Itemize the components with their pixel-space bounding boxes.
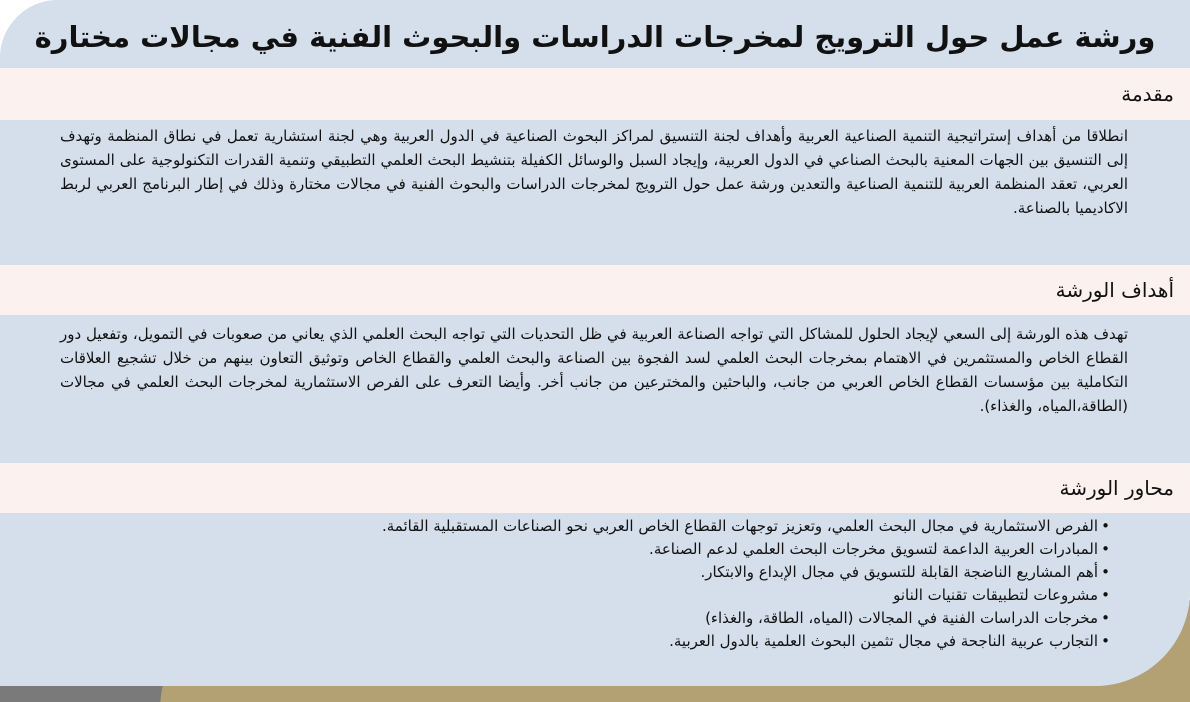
section-body-goals <box>0 315 1190 463</box>
section-heading-intro: مقدمة <box>1121 82 1174 106</box>
title-bar <box>0 0 1190 68</box>
section-heading-axes: محاور الورشة <box>1059 476 1174 500</box>
list-item: • الفرص الاستثمارية في مجال البحث العلمي، وتعزيز توجهات القطاع الخاص العربي نحو الصناعات المستقبلية القائمة. <box>0 515 1110 538</box>
section-header-axes <box>0 463 1190 513</box>
page-title: ورشة عمل حول الترويج لمخرجات الدراسات والبحوث الفنية في مجالات مختارة <box>34 20 1156 54</box>
section-header-intro <box>0 68 1190 120</box>
list-item: • التجارب عربية الناجحة في مجال تثمين البحوث العلمية بالدول العربية. <box>0 630 1110 653</box>
list-item: • أهم المشاريع الناضجة القابلة للتسويق في مجال الإبداع والابتكار. <box>0 561 1110 584</box>
goals-paragraph: تهدف هذه الورشة إلى السعي لإيجاد الحلول للمشاكل التي تواجه الصناعة العربية في ظل التحديات التي تواجه البحث العلمي الذي يعاني من صعوبات في التمويل، وتفعيل دور القطاع الخاص والمستثمرين في الاهتمام بمخرجات البحث العلمي لسد الفجوة بين الصناعة والبحث العلمي والقطاع الخاص وتوثيق التعاون بينهم من خلال تشجيع العلاقات التكاملية بين مؤسسات القطاع الخاص العربي من جانب، والباحثين والمخترعين من جانب أخر. وأيضا التعرف على الفرص الاستثمارية لمخرجات البحث العلمي في مجالات (الطاقة،المياه، والغذاء). <box>60 325 1128 415</box>
section-heading-goals: أهداف الورشة <box>1055 278 1174 302</box>
section-body-axes <box>0 513 1190 686</box>
section-header-goals <box>0 265 1190 315</box>
list-item: • مشروعات لتطبيقات تقنيات النانو <box>0 584 1110 607</box>
list-item: • المبادرات العربية الداعمة لتسويق مخرجات البحث العلمي لدعم الصناعة. <box>0 538 1110 561</box>
section-body-intro <box>0 120 1190 265</box>
axes-list <box>0 515 1190 653</box>
intro-paragraph: انطلاقا من أهداف إستراتيجية التنمية الصناعية العربية وأهداف لجنة التنسيق لمراكز البحوث الصناعية في الدول العربية وهي لجنة استشارية تعمل في نطاق المنظمة وتهدف إلى التنسيق بين الجهات المعنية بالبحث الصناعي في الدول العربية، وإيجاد السبل والوسائل الكفيلة بتنشيط البحث العلمي التطبيقي وتنمية القدرات التكنولوجية على المستوى العربي، تعقد المنظمة العربية للتنمية الصناعية والتعدين ورشة عمل حول الترويج لمخرجات الدراسات والبحوث الفنية في مجالات مختارة وذلك في إطار البرنامج العربي لربط الاكاديميا بالصناعة. <box>60 127 1128 217</box>
list-item: • مخرجات الدراسات الفنية في المجالات (المياه، الطاقة، والغذاء) <box>0 607 1110 630</box>
